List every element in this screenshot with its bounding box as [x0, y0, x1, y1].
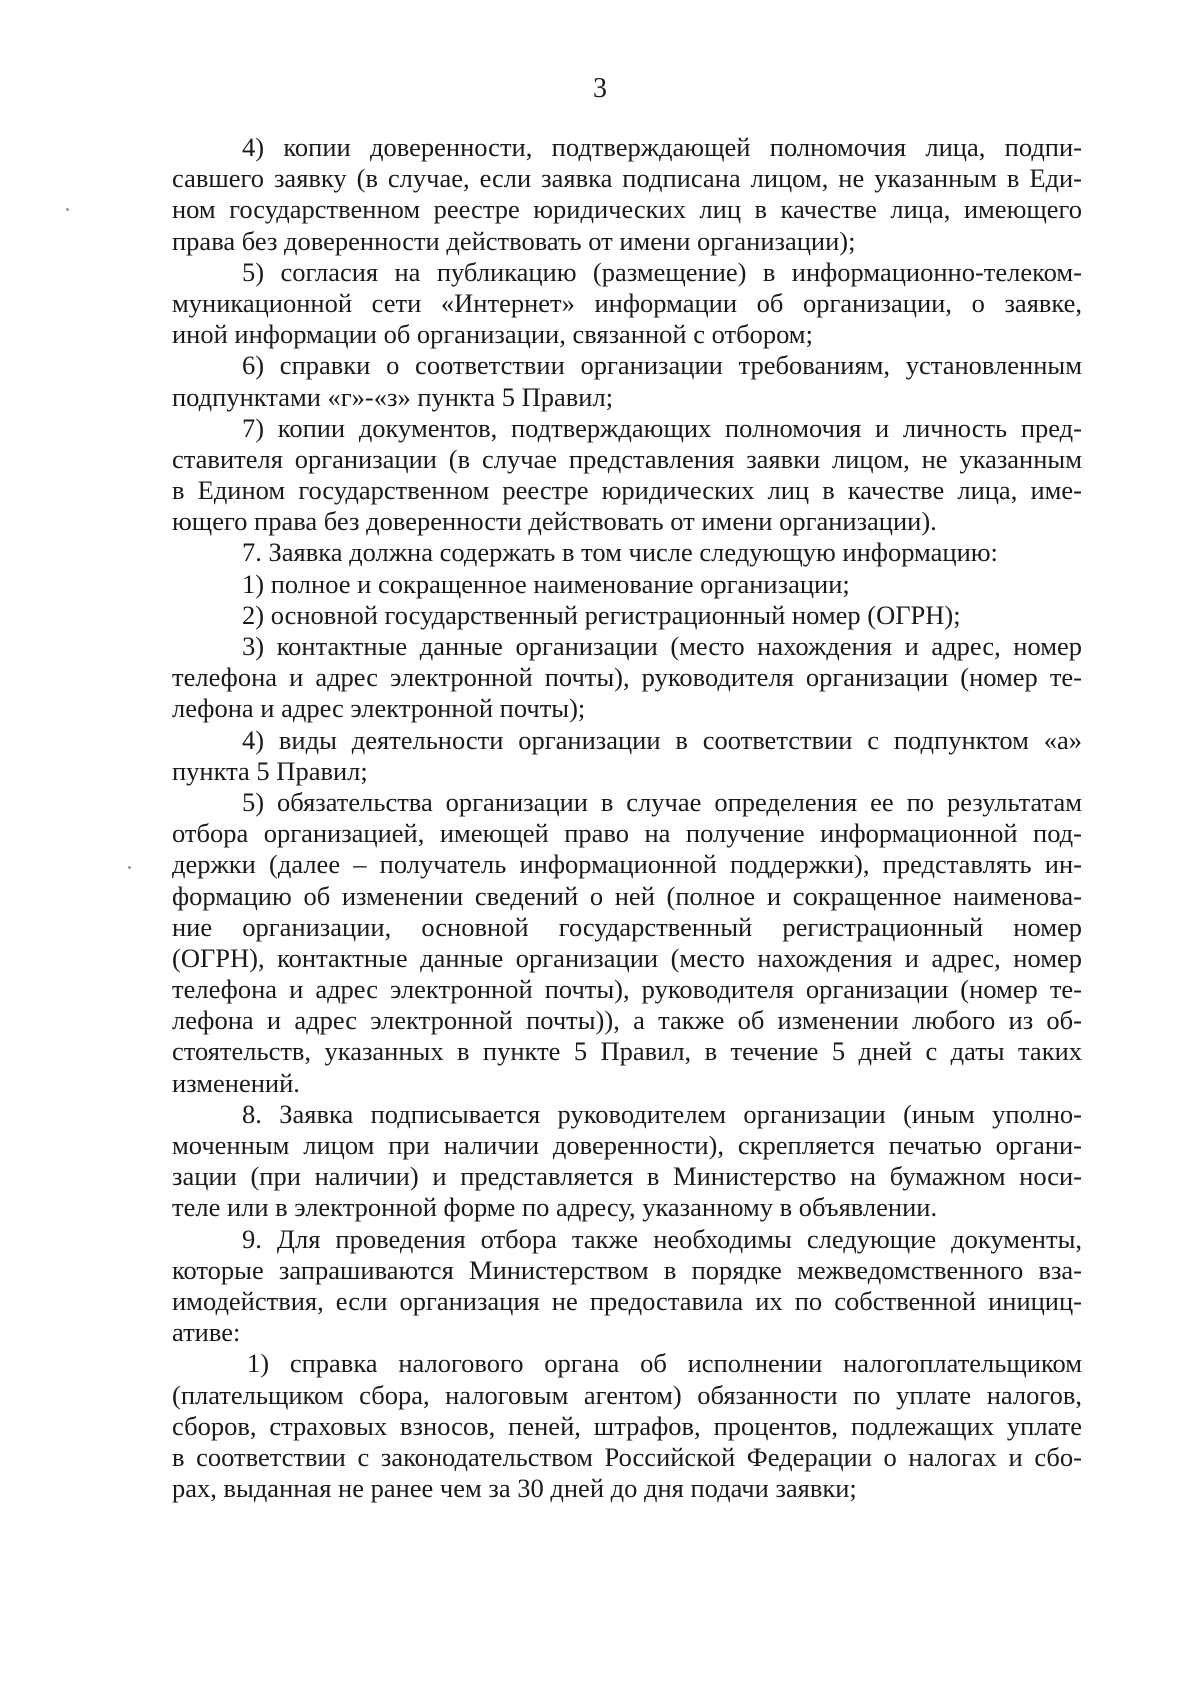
text-line: (плательщиком сбора, налоговым агентом) обязанности по уплате налогов,	[172, 1379, 1082, 1410]
text-line: савшего заявку (в случае, если заявка подписана лицом, не указанным в Еди-	[172, 163, 1082, 194]
text-line: отбора организацией, имеющей право на получение информационной под-	[172, 818, 1082, 849]
text-line: телефона и адрес электронной почты), руководителя организации (номер те-	[172, 662, 1082, 693]
text-line: 4) копии доверенности, подтверждающей полномочия лица, подпи-	[242, 132, 1082, 162]
scan-speck	[128, 866, 131, 869]
text-line: ставителя организации (в случае представления заявки лицом, не указанным	[172, 443, 1082, 474]
text-line: 8. Заявка подписывается руководителем организации (иным уполно-	[242, 1098, 1082, 1129]
text-line: ативе:	[172, 1317, 241, 1348]
text-line: 4) виды деятельности организации в соответствии с подпунктом «а»	[242, 724, 1082, 755]
document-body	[172, 132, 1082, 1504]
text-line: в Едином государственном реестре юридических лиц в качестве лица, име-	[172, 475, 1082, 506]
page-number: 3	[593, 73, 607, 104]
text-line: которые запрашиваются Министерством в порядке межведомственного вза-	[172, 1254, 1082, 1285]
text-line: права без доверенности действовать от имени организации);	[172, 225, 856, 256]
text-line: стоятельств, указанных в пункте 5 Правил, в течение 5 дней с даты таких	[172, 1036, 1082, 1067]
scan-speck	[66, 208, 69, 211]
text-line: моченным лицом при наличии доверенности), скрепляется печатью органи-	[172, 1130, 1082, 1160]
text-line: иной информации об организации, связанной с отбором;	[172, 319, 813, 350]
text-line: (ОГРН), контактные данные организации (место нахождения и адрес, номер	[172, 942, 1082, 973]
text-line: 7. Заявка должна содержать в том числе следующую информацию:	[242, 537, 998, 568]
text-line: лефона и адрес электронной почты)), а также об изменении любого из об-	[172, 1005, 1082, 1036]
text-line: формацию об изменении сведений о ней (полное и сокращенное наименова-	[172, 880, 1082, 911]
text-line: подпунктами «г»-«з» пункта 5 Правил;	[172, 381, 614, 412]
text-line: имодействия, если организация не предоставила их по собственной инициц-	[172, 1285, 1082, 1316]
text-line: ние организации, основной государственный регистрационный номер	[172, 911, 1082, 942]
text-line: теле или в электронной форме по адресу, указанному в объявлении.	[172, 1192, 938, 1223]
text-line: 5) обязательства организации в случае определения ее по результатам	[242, 786, 1082, 817]
text-line: лефона и адрес электронной почты);	[172, 693, 586, 724]
text-line: 1) полное и сокращенное наименование организации;	[242, 568, 850, 599]
text-line: рах, выданная не ранее чем за 30 дней до дня подачи заявки;	[172, 1473, 857, 1504]
text-line: сборов, страховых взносов, пеней, штрафов, процентов, подлежащих уплате	[172, 1410, 1082, 1441]
text-line: в соответствии с законодательством Российской Федерации о налогах и сбо-	[172, 1441, 1082, 1472]
text-line: 6) справки о соответствии организации требованиям, установленным	[242, 350, 1082, 381]
text-line: изменений.	[172, 1067, 300, 1098]
text-line: 3) контактные данные организации (место нахождения и адрес, номер	[242, 631, 1082, 661]
text-line: 7) копии документов, подтверждающих полномочия и личность пред-	[242, 412, 1082, 443]
text-line: 1) справка налогового органа об исполнении налогоплательщиком	[247, 1348, 1082, 1379]
text-line: пункта 5 Правил;	[172, 755, 368, 786]
text-line: 5) согласия на публикацию (размещение) в информационно-телеком-	[242, 256, 1082, 287]
text-line: держки (далее – получатель информационной поддержки), представлять ин-	[172, 849, 1082, 880]
text-line: 2) основной государственный регистрационный номер (ОГРН);	[242, 599, 961, 630]
text-line: ном государственном реестре юридических лиц в качестве лица, имеющего	[172, 194, 1082, 225]
text-line: зации (при наличии) и представляется в Министерство на бумажном носи-	[172, 1161, 1082, 1192]
text-line: муникационной сети «Интернет» информации об организации, о заявке,	[172, 287, 1082, 318]
text-line: ющего права без доверенности действовать от имени организации).	[172, 506, 937, 537]
text-line: 9. Для проведения отбора также необходимы следующие документы,	[242, 1223, 1082, 1254]
text-line: телефона и адрес электронной почты), руководителя организации (номер те-	[172, 974, 1082, 1005]
